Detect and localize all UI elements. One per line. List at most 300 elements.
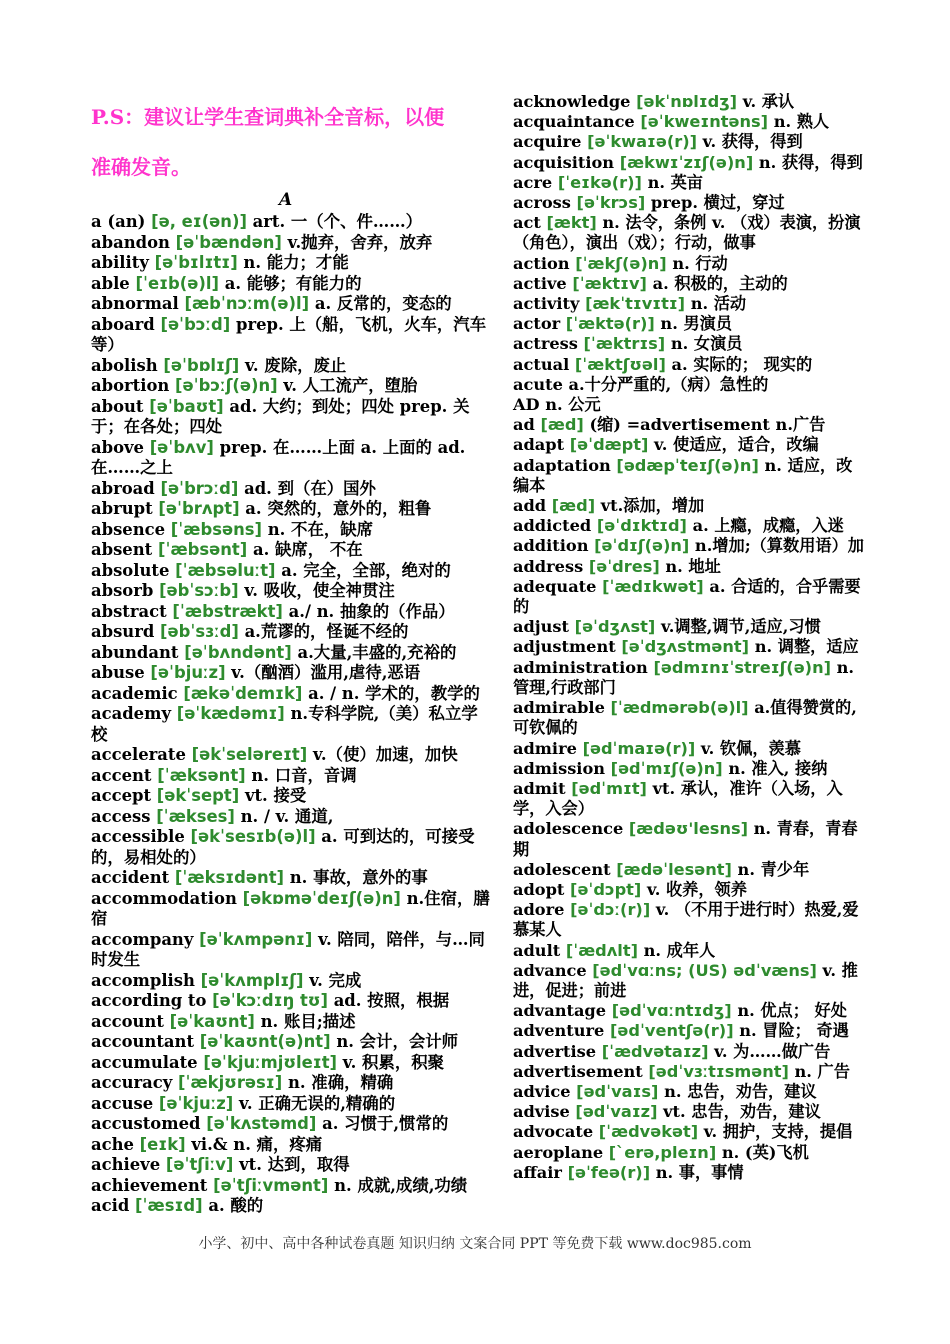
word-entry [91,561,493,582]
entry-definition: n. 冒险； 奇遇 [739,1021,849,1041]
entry-word: acre [513,172,553,192]
entry-phonetic: [əˈbɪlɪtɪ] [154,253,238,272]
entry-phonetic: [əbˈsɜːd] [160,622,239,641]
word-entry [91,253,493,274]
entry-definition: n. 活动 [690,294,747,314]
entry-word: accuracy [91,1073,173,1092]
entry-word: adjust [513,617,570,637]
entry-definition: v. 正确无误的,精确的 [238,1093,396,1113]
entry-word: affair [513,1162,562,1182]
entry-phonetic: [ædəʊ'lesns] [628,819,748,839]
entry-word: accumulate [91,1052,198,1072]
entry-phonetic: [əˈtʃiːvmənt] [213,1175,329,1195]
word-entry [91,745,493,766]
entry-word: acute [513,374,563,394]
entry-word: achievement [91,1175,208,1195]
entry-word: adolescent [513,859,611,879]
word-entry [513,1163,865,1183]
word-entry [513,961,865,1001]
entry-definition: vt. 接受 [244,786,307,805]
entry-word: accuse [91,1093,154,1113]
entry-word: ability [91,253,149,272]
entry-definition: vt.添加，增加 [600,496,705,516]
entry-word: adopt [513,879,565,899]
word-entry [513,1102,865,1122]
entry-definition: n. 青少年 [737,859,810,879]
entry-definition: n. 不在，缺席 [267,519,374,539]
word-entry [513,1062,865,1082]
entry-word: admission [513,758,606,778]
word-entry [91,1073,493,1094]
word-entry [513,92,865,112]
entry-definition: v. 吸收，使全神贯注 [244,581,395,600]
entry-definition: vi.& n. 痛，疼痛 [191,1134,323,1154]
entry-definition: a.大量,丰盛的,充裕的 [297,642,457,662]
entry-phonetic: [ˈædvəkət] [598,1122,699,1142]
entry-definition: n. 账目;描述 [260,1011,356,1031]
entry-phonetic: [əˈbɒlɪʃ] [163,355,240,375]
word-entry [91,786,493,807]
entry-word: accessible [91,827,185,846]
entry-word: absurd [91,622,155,641]
word-entry [513,132,865,152]
entry-definition: v. 使适应，适合，改编 [653,435,819,455]
entry-phonetic: [ædəˈlesənt] [616,859,732,879]
entry-definition: v. 完成 [309,970,362,990]
entry-word: accustomed [91,1114,201,1133]
entry-phonetic: [ˈæktɪv] [572,273,647,293]
entry-definition: v.（使）加速，加快 [312,745,458,764]
word-entry [513,941,865,961]
word-entry [513,617,865,637]
entry-phonetic: [əˈkwaɪə(r)] [587,132,698,152]
entry-word: abuse [91,663,145,682]
entry-definition: ad. 大约；到处；四处 prep. 关于；在各处；四处 [91,396,470,436]
entry-phonetic: [əˈdɔː(r)] [570,900,651,920]
entry-phonetic: [ə, eɪ(ən)] [151,212,247,231]
word-entry [91,663,493,684]
entry-phonetic: [əˈkweɪntəns] [640,112,769,132]
entry-definition: n. 男演员 [660,314,733,334]
entry-definition: ad. 按照，根据 [333,991,450,1010]
entry-phonetic: [əˈbrɔːd] [160,478,239,498]
entry-definition: prep. 横过，穿过 [650,193,785,213]
entry-word: advance [513,960,587,980]
word-entry [513,658,865,698]
word-entry [513,415,865,435]
entry-definition: a. 突然的，意外的，粗鲁 [245,499,432,518]
word-entry [513,1001,865,1021]
entry-definition: vt. 承认，准许（入场，入学，入会） [513,778,843,819]
word-entry [513,637,865,657]
entry-word: add [513,496,547,516]
entry-definition: n. 准入, 接纳 [728,758,828,778]
entry-word: acid [91,1196,130,1215]
entry-definition: n. 公元 [545,395,601,415]
word-entry [91,807,493,828]
entry-definition: n. 英亩 [647,172,703,192]
entry-definition: n. 能力；才能 [243,253,349,272]
entry-word: absent [91,540,153,559]
word-entry [513,153,865,173]
entry-definition: v. （不用于进行时）热爱,爱慕某人 [513,900,859,940]
entry-word: abstract [91,601,167,621]
word-entry [513,496,865,516]
entry-phonetic: [əˈbʌv] [149,437,214,457]
word-entry [513,698,865,738]
entry-word: acquire [513,132,582,152]
entry-phonetic: [ədˈvaɪs] [576,1081,659,1101]
word-entry [513,435,865,455]
entry-definition: n. 优点； 好处 [737,1001,847,1021]
entry-phonetic: [`erə,pleɪn] [608,1142,717,1162]
entry-definition: n. 地址 [665,556,721,576]
entry-definition: n. 事故，意外的事 [289,868,428,887]
entry-definition: v.（酗酒）滥用,虐待,恶语 [231,663,421,682]
word-entry [91,1094,493,1115]
word-entry [91,868,493,889]
entry-phonetic: [ˈæktʃʊəl] [574,354,666,374]
entry-phonetic: [əˈkaʊnt(ə)nt] [199,1032,331,1051]
entry-phonetic: [ˈæktrɪs] [583,334,666,354]
entry-phonetic: [ˈæsɪd] [135,1196,203,1215]
entry-definition: a. 合适的，合乎需要的 [513,576,861,617]
entry-definition: a. / n. 学术的，教学的 [308,683,480,703]
entry-word: activity [513,294,580,314]
entry-definition: n. 广告 [794,1061,850,1081]
word-entry [513,1143,865,1163]
entry-definition: a. 可到达的，可接受的，易相处的） [91,827,475,867]
entry-phonetic: [əˈkɔːdɪŋ tʊ] [212,991,328,1010]
entry-word: accent [91,765,152,785]
entry-phonetic: [əkˈsept] [156,786,240,805]
word-entry [91,684,493,705]
word-entry [513,557,865,577]
entry-definition: n. 调整，适应 [754,637,859,657]
left-word-column [91,212,493,1217]
entry-definition: a. 缺席， 不在 [252,540,363,559]
entry-definition: n. 女演员 [670,334,743,354]
entry-word: adult [513,940,561,960]
entry-word: abandon [91,232,170,252]
word-entry [91,315,493,356]
entry-definition: vt. 忠告，劝告，建议 [663,1102,821,1122]
entry-definition: n. 获得，得到 [758,152,863,172]
entry-word: advice [513,1081,571,1101]
word-entry [91,930,493,971]
entry-phonetic: [ˈeɪkə(r)] [557,172,642,192]
entry-phonetic: [ədæpˈteɪʃ(ə)n] [616,455,759,475]
entry-word: advocate [513,1122,594,1142]
entry-word: above [91,437,144,457]
word-entry [91,438,493,479]
entry-phonetic: [əˈkʌmplɪʃ] [200,970,304,990]
entry-word: admirable [513,698,605,718]
entry-phonetic: [əˈdɔpt] [570,879,642,899]
entry-phonetic: [ækwɪˈzɪʃ(ə)n] [619,152,754,172]
entry-phonetic: [əˈdæpt] [569,435,649,455]
word-entry [513,860,865,880]
entry-word: aboard [91,314,155,334]
word-entry [91,520,493,541]
entry-phonetic: [ˈækses] [156,806,235,826]
entry-phonetic: [ˈædvətaɪz] [601,1041,709,1061]
word-entry [91,499,493,520]
entry-word: accelerate [91,745,186,764]
entry-phonetic: [əˈdres] [588,556,660,576]
word-entry [513,819,865,859]
entry-definition: a. 酸的 [208,1196,264,1215]
entry-word: absolute [91,560,170,580]
word-entry [91,971,493,992]
entry-phonetic: [ədˈventʃə(r)] [610,1021,734,1041]
entry-phonetic: [ˈædʌlt] [565,940,638,960]
section-letter: A [279,190,293,210]
entry-definition: v. 承认 [742,92,795,111]
entry-definition: a.值得赞赏的,可钦佩的 [513,698,857,738]
note-line-1: P.S：建议让学生查词典补全音标，以便 [91,105,445,129]
entry-word: academy [91,704,171,723]
entry-phonetic: [ˈeɪb(ə)l] [135,273,219,293]
entry-phonetic: [ədˈmɪʃ(ə)n] [610,758,723,778]
entry-phonetic: [əˈbɔːʃ(ə)n] [175,376,278,395]
entry-word: advertise [513,1041,597,1061]
entry-word: about [91,396,144,416]
entry-phonetic: [əˈkjuːmjʊleɪt] [203,1052,338,1072]
word-entry [91,1032,493,1053]
entry-definition: v. 钦佩，羡慕 [700,738,801,758]
entry-definition: v. 积累，积聚 [342,1052,444,1072]
entry-definition: n. 事，事情 [655,1162,744,1182]
entry-definition: n. / v. 通道, [240,806,334,826]
word-entry [91,602,493,623]
word-entry [513,213,865,253]
entry-definition: a. 实际的； 现实的 [671,354,813,374]
entry-phonetic: [əˈbjuːz] [150,663,226,682]
entry-word: addition [513,536,589,556]
entry-definition: prep. 上（船，飞机，火车，汽车等） [91,314,487,354]
word-entry [91,581,493,602]
entry-word: action [513,253,570,273]
entry-phonetic: [ˈæksənt] [157,765,246,785]
entry-phonetic: [əˈkʌmpənɪ] [199,929,313,949]
entry-definition: n. 会计，会计师 [336,1032,459,1051]
entry-definition: v. 推进，促进；前进 [513,960,858,1000]
entry-word: acquaintance [513,112,635,132]
word-entry [513,900,865,940]
entry-word: abolish [91,355,158,375]
word-entry [91,643,493,664]
entry-phonetic: [eɪk] [139,1134,186,1154]
entry-word: according to [91,991,207,1010]
word-entry [91,766,493,787]
entry-word: admit [513,778,566,798]
word-entry [91,479,493,500]
word-entry [513,456,865,496]
word-entry [91,212,493,233]
entry-word: advantage [513,1001,607,1021]
entry-definition: v. 收养，领养 [646,879,747,899]
word-entry [91,233,493,254]
word-entry [91,704,493,745]
word-entry [91,827,493,868]
entry-word: accountant [91,1032,195,1051]
word-entry [513,274,865,294]
entry-phonetic: [əkˈnɒlɪdʒ] [636,92,738,111]
entry-definition: n.管理,行政部门 [513,657,855,697]
word-entry [513,173,865,193]
entry-phonetic: [ədˈmaɪə(r)] [582,738,696,758]
entry-phonetic: [æd] [551,496,596,516]
word-entry [91,1012,493,1033]
entry-definition: a.荒谬的，怪诞不经的 [244,622,409,641]
word-entry [513,294,865,314]
entry-definition: n. 适应，改编本 [513,455,853,495]
entry-word: acquisition [513,152,615,172]
entry-phonetic: [əˈdʒʌstmənt] [621,637,750,657]
word-entry [513,112,865,132]
word-entry [513,880,865,900]
entry-phonetic: [əkɒməˈdeɪʃ(ə)n] [242,888,401,908]
word-entry [513,1042,865,1062]
entry-phonetic: [əˈkjuːz] [158,1093,234,1113]
word-entry [513,1021,865,1041]
entry-definition: a. 能够；有能力的 [224,273,362,293]
entry-definition: vt. 达到，取得 [239,1155,350,1174]
entry-definition: v. 获得，得到 [702,132,803,152]
word-entry [91,991,493,1012]
entry-definition: art. 一（个、件……） [252,212,423,231]
entry-phonetic: [ækəˈdemɪk] [183,683,303,703]
entry-phonetic: [əkˈseləreɪt] [191,745,308,764]
entry-word: absence [91,519,166,539]
word-entry [513,759,865,779]
entry-word: actress [513,334,578,354]
entry-definition: n. 青春，青春期 [513,819,858,859]
entry-definition: n.增加;（算数用语）加 [694,536,864,556]
entry-phonetic: [ˈædmərəb(ə)l] [610,698,749,718]
entry-definition: v. 废除，废止 [245,355,347,375]
entry-phonetic: [ˈækʃ(ə)n] [575,253,667,273]
entry-word: aeroplane [513,1142,604,1162]
word-entry [513,577,865,617]
entry-definition: n.专科学院,（美）私立学校 [91,704,478,744]
entry-phonetic: [ədˈvɑːntɪdʒ] [611,1001,732,1021]
entry-word: AD [513,395,540,415]
word-entry [91,294,493,315]
entry-phonetic: [ˈæbsənt] [157,540,248,559]
word-entry [513,395,865,415]
entry-word: adaptation [513,455,611,475]
entry-phonetic: [ˈæbsəluːt] [175,560,276,580]
entry-definition: (缩) =advertisement n.广告 [589,415,826,435]
word-entry [513,193,865,213]
entry-phonetic: [əˈtʃiːv] [165,1155,234,1174]
word-entry [91,1196,493,1217]
entry-phonetic: [əˈdʒʌst] [574,617,656,637]
entry-phonetic: [ədˈvɜːtɪsmənt] [648,1061,789,1081]
entry-word: abrupt [91,499,153,518]
right-word-column [513,92,865,1183]
entry-word: accomplish [91,970,195,990]
entry-phonetic: [ədmɪnɪˈstreɪʃ(ə)n] [653,657,832,677]
word-entry [513,1122,865,1142]
entry-definition: v.抛弃，舍弃，放弃 [287,232,433,252]
entry-word: achieve [91,1155,161,1174]
word-entry [91,622,493,643]
word-entry [513,314,865,334]
entry-phonetic: [əˈdɪʃ(ə)n] [594,536,690,556]
entry-word: a (an) [91,212,146,231]
entry-word: absorb [91,581,154,600]
entry-definition: v. 拥护，支持，提倡 [703,1122,853,1142]
entry-word: abundant [91,642,179,662]
entry-word: adolescence [513,819,624,839]
entry-definition: n. 成就,成绩,功绩 [334,1175,468,1195]
entry-phonetic: [əˈkrɔs] [576,193,646,213]
entry-definition: prep. 在……上面 a. 上面的 ad. 在……之上 [91,437,466,477]
entry-word: abroad [91,478,155,498]
word-entry [91,889,493,930]
entry-phonetic: [ækˈtɪvɪtɪ] [585,294,686,314]
entry-definition: n. 忠告，劝告，建议 [664,1081,817,1101]
entry-definition: a. 习惯于,惯常的 [322,1114,449,1133]
entry-word: abnormal [91,294,179,313]
entry-word: abortion [91,376,170,395]
word-entry [91,540,493,561]
entry-word: actual [513,354,570,374]
entry-phonetic: [əˈkaʊnt] [169,1011,255,1031]
entry-word: act [513,213,541,233]
word-entry [513,536,865,556]
word-entry [513,334,865,354]
entry-definition: n. 法令，条例 v. （戏）表演，扮演（角色），演出（戏）；行动，做事 [513,213,861,253]
entry-word: adore [513,900,565,920]
entry-phonetic: [ˈæbstrækt] [172,601,283,621]
word-entry [91,1114,493,1135]
entry-phonetic: [əˈdɪktɪd] [596,516,687,536]
word-entry [91,356,493,377]
entry-word: access [91,806,151,826]
word-entry [91,1135,493,1156]
entry-word: adjustment [513,637,616,657]
entry-definition: n. 行动 [672,253,728,273]
entry-phonetic: [əkˈsesɪb(ə)l] [190,827,316,846]
entry-phonetic: [ˈædɪkwət] [602,576,704,596]
note-line-2: 准确发音。 [91,155,191,179]
entry-phonetic: [əˈkædəmɪ] [176,704,285,723]
entry-definition: n. 口音，音调 [251,765,357,785]
entry-definition: a./ n. 抽象的（作品） [288,601,455,621]
entry-phonetic: [æbˈnɔːm(ə)l] [184,294,310,313]
entry-word: active [513,273,567,293]
entry-definition: a. 完全，全部，绝对的 [281,560,451,580]
entry-phonetic: [ˈæktə(r)] [565,314,655,334]
entry-phonetic: [ədˈmɪt] [571,778,647,798]
entry-phonetic: [əˈbændən] [175,232,282,252]
entry-definition: n. 准确，精确 [287,1073,394,1092]
entry-phonetic: [ˈækjʊrəsɪ] [177,1073,283,1092]
word-entry [91,1053,493,1074]
entry-word: actor [513,314,561,334]
entry-word: accident [91,868,170,887]
entry-definition: v. 人工流产，堕胎 [283,376,418,395]
entry-word: adequate [513,576,597,596]
entry-word: ache [91,1134,134,1154]
entry-phonetic: [əˈbrʌpt] [158,499,240,518]
word-entry [91,397,493,438]
entry-definition: n. (英)飞机 [721,1142,809,1162]
